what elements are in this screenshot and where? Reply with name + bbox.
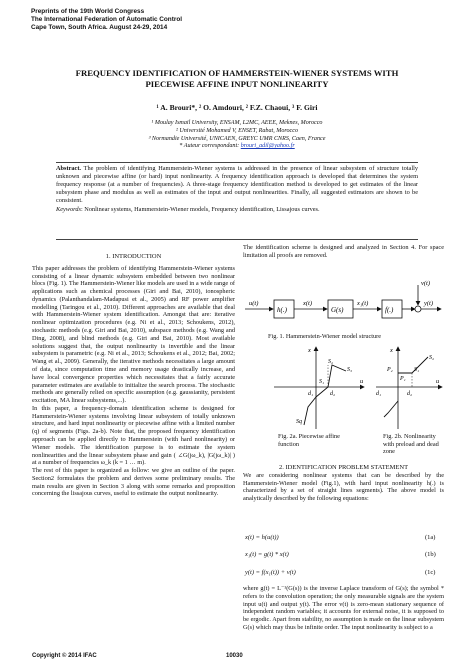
fig1-label-x1: x₁(t) [357, 300, 369, 307]
figure-2b-caption: Fig. 2b. Nonlinearity with preload and dead zone [383, 433, 439, 455]
fig1-label-v: v(t) [421, 280, 431, 287]
header-line-2: The International Federation of Automatic Control [31, 16, 183, 23]
fig2a-axis-u: u [360, 378, 364, 385]
figure-2a-piecewise-affine [270, 343, 368, 431]
fig1-label-x: x(t) [303, 300, 313, 307]
abstract [56, 165, 418, 213]
intro-paragraph-2: In this paper, a frequency-domain identification scheme is designed for Hammerstein-Wiener systems involving linear subsystem of totally unknown structure, and hard input nonlinearity or piecewise affine with a limited number (q) of segments (Figs. 2a-b). Note that, the proposed frequency identification approach can be applied directly to Hammerstein (with hard nonlinearity) or Wiener models. The identification purpose is to estimate the system nonlinearities and the linear subsystem phase and gain ( ∠G(jω_k), |G(jω_k)| ) at a number of frequencies ω_k (k = 1 … m). [32, 404, 235, 467]
fig2a-label-d2: d₂ [330, 391, 336, 397]
author-list: ¹ A. Brouri*, ² O. Amdouri, ² F.Z. Chaoui, ³ F. Giri [156, 103, 318, 112]
fig2b-axis-u: u [436, 378, 440, 385]
problem-paragraph-1: We are considering nonlinear systems that can be described by the Hammerstein-Wiener model (Fig.1), with hard input nonlinearity h(.) is characterized by a set of straight lines segments). The above model is analytically described by the following equations: [243, 471, 444, 503]
equation-1b: x₁(t) = g(t) * x(t) [245, 551, 289, 558]
fig2b-label-d2: d₂ [407, 391, 413, 397]
fig2a-seg-sq: Sq [296, 419, 302, 425]
fig2b-label-p1: P₁ [400, 376, 406, 382]
fig1-label-y: y(t) [424, 300, 434, 307]
fig1-label-u: u(t) [249, 300, 259, 307]
abstract-text: The problem of identifying Hammerstein-Wiener systems is addressed in the presence of linear subsystem of structure totally unknown and piecewise affine (or hard) input nonlinearity. A frequency identification approach is developed that determines the system frequency response (at a number of frequencies). A three-stage frequency identification method is developed to get estimates of the linear subsystem phase and modulus as well as estimates of the input and output nonlinearities. Finally, all suggested estimators are shown to be consistent. [56, 165, 418, 204]
right-paragraph-1: The identification scheme is designed and analyzed in Section 4. For space limitation all proofs are removed. [243, 244, 444, 259]
fig2b-label-d1: d₁ [376, 391, 382, 397]
section-heading-problem-statement: 2. IDENTIFICATION PROBLEM STATEMENT [278, 464, 409, 471]
keywords: Keywords: Nonlinear systems, Hammerstein-Wiener models, Frequency identification, Lissajous curves. [56, 205, 320, 213]
left-column [32, 253, 235, 498]
fig2a-seg-s2: S₂ [328, 359, 334, 365]
fig2b-label-p2: P₂ [387, 367, 393, 373]
fig1-block-g: G(s) [331, 306, 344, 314]
affiliation-2: ² Université Mohamed V, ENSET, Rabat, Morocco [175, 127, 299, 134]
copyright-footer: Copyright © 2014 IFAC [32, 653, 97, 659]
equation-1c-number: (1c) [425, 569, 436, 576]
fig2b-seg-s1: S₁ [414, 367, 420, 373]
affiliations [30, 120, 444, 151]
fig1-block-h: h(.) [277, 306, 287, 314]
figure-1-caption: Fig. 1. Hammerstein-Wiener model structure [268, 333, 382, 340]
figure-2a-caption: Fig. 2a. Piecewise affine function [278, 433, 340, 448]
right-section-2 [243, 464, 444, 503]
fig1-block-f: f(.) [385, 306, 394, 314]
fig2a-axis-x: x [308, 347, 311, 354]
email-link[interactable]: brouri_adil@yahoo.fr [240, 143, 295, 150]
abstract-label: Abstract. [56, 165, 82, 172]
equation-1c: y(t) = f(x₁(t)) + v(t) [245, 569, 296, 576]
affiliation-3: ³ Normandie Université, UNICAEN, GREYC UMR CNRS, Caen, France [148, 135, 326, 142]
header-line-3: Cape Town, South Africa. August 24-29, 2014 [31, 24, 168, 31]
abstract-bottom-rule [56, 239, 418, 240]
conference-header [31, 8, 182, 32]
fig2b-seg-s2: S₂ [429, 355, 435, 361]
fig2a-seg-s1: S₁ [319, 379, 325, 385]
fig2a-seg-s3: S₃ [347, 367, 353, 373]
section-heading-introduction: 1. INTRODUCTION [105, 253, 162, 260]
corresponding-author: * Auteur correspondant: brouri_adil@yahoo.fr [179, 143, 295, 150]
page-number: 10030 [226, 653, 243, 659]
intro-paragraph-1: This paper addresses the problem of identifying Hammerstein-Wiener systems consisting of a linear dynamic subsystem embedded between two nonlinear blocs (Fig. 1). The Hammerstein-Wiener like models are used in a wide range of applications such as chemical processes (Giri and Bai, 2010), ionospheric dynamics (Palanthandalam-Madapusi et al., 2005) and RF power amplifier modelling (Taringou et al., 2010). Different approaches are available that deal with Hammerstein-Wiener system identification. Amongst that are: iterative nonlinear optimization procedures (e.g. Ni et al., 2013; Schoukens, 2012), stochastic methods (e.g. Giri and Bai, 2010), subspace methods (e.g. Wang and Ding, 2008), and blind methods (e.g. Giri and Bai, 2010). Most available solutions suggest that, the output nonlinearity is invertible and the linear subsystem is parametric (e.g. Ni et al., 2013; Schoukens et al., 2012; Bai, 2002; Wang et al., 2009). Generally, the iterative methods necessitates a large amount of data, since computation time and memory usage drastically increase, and have local convergence properties which necessitates that a fairly accurate parameter estimates are available to initialize the search process. The stochastic methods are generally relied on specific assumption (e.g. gaussianity, persistent excitation, MA linear subsystems,...). [32, 264, 235, 405]
fig2a-label-d1: d₁ [308, 391, 314, 397]
abstract-top-rule [56, 162, 418, 163]
figure-1-block-diagram [243, 263, 444, 329]
equation-1b-number: (1b) [425, 551, 436, 558]
equation-1a: x(t) = h(u(t)) [245, 534, 279, 541]
intro-paragraph-3: The rest of this paper is organized as follow: we give an outline of the paper. Section2 formulates the problem and derives some preliminary results. The main results are given in Section 3 along with some remarks and proposition concerning the lissajous curves, useful to estimate the output nonlinearity. [32, 467, 235, 498]
affiliation-1: ¹ Moulay Ismail University, ENSAM, L2MC, AEEE, Meknes, Morocco [151, 120, 323, 126]
fig2b-axis-x: x [390, 347, 393, 354]
equation-1a-number: (1a) [425, 534, 436, 541]
problem-paragraph-2: where g(t) = L⁻¹(G(s)) is the inverse Laplace transform of G(s); the symbol * refers to the convolution operation; the only measurable signals are the system input u(t) and output y(t). The error v(t) is zero-mean stationary sequence of independent random variables; it accounts for external noise, it is supposed to be ergodic. Apart from stability, no assumption is made on the linear subsystem G(s) which may thus be infinite order. The input nonlinearity is subject to a [243, 585, 444, 631]
paper-title: FREQUENCY IDENTIFICATION OF HAMMERSTEIN-WIENER SYSTEMS WITH PIECEWISE AFFINE INPUT NONLINEARITY [75, 68, 399, 89]
header-line-1: Preprints of the 19th World Congress [31, 8, 145, 15]
figure-2b-preload-dead-zone [374, 343, 444, 431]
